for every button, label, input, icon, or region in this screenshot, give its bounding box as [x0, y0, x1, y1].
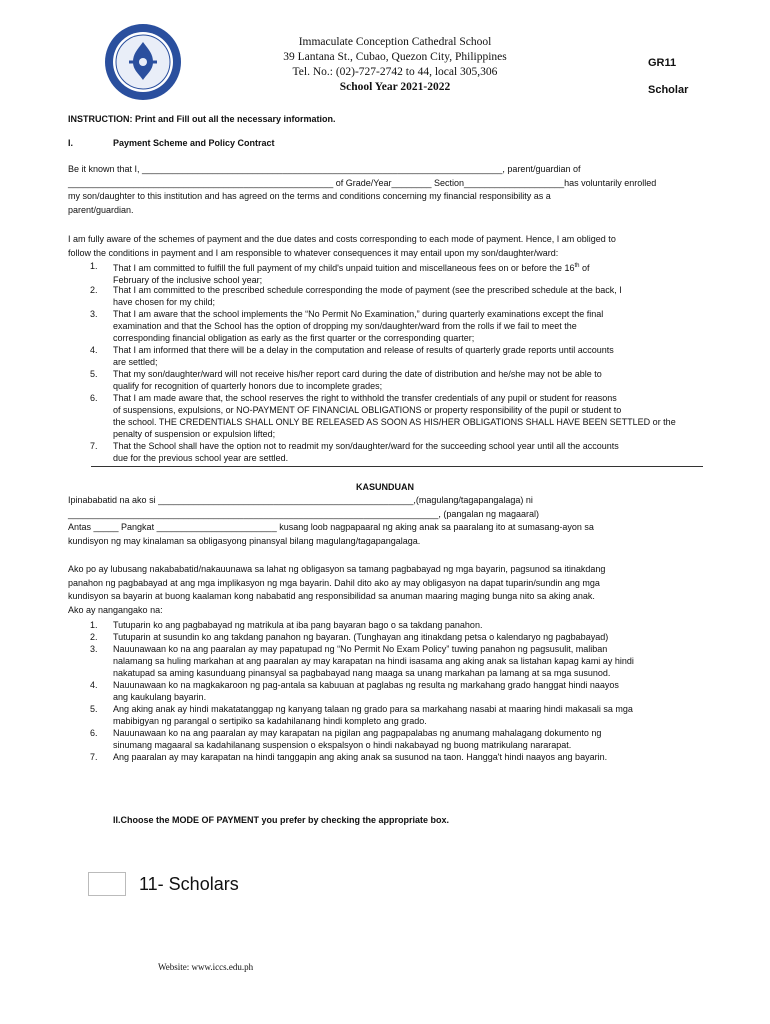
website-footer: Website: www.iccs.edu.ph [158, 962, 254, 972]
list-number: 3. [90, 309, 98, 319]
list-text: nalamang sa huling markahan at ang paaralan ay may karapatan na hindi isasama ang aking anak sa listahan kapag kami ay hindi [113, 656, 634, 666]
list-item [68, 392, 704, 440]
list-text: due for the previous school year are settled. [113, 453, 289, 463]
list-number: 1. [90, 620, 98, 630]
list-text: qualify for recognition of quarterly honors due to incomplete grades; [113, 381, 383, 391]
kasunduan-title: KASUNDUAN [356, 482, 414, 492]
list-text: ang kaukulang bayarin. [113, 692, 207, 702]
list-text: Tutuparin ko ang pagbabayad ng matrikula at iba pang bayaran bago o sa takdang panahon. [113, 620, 483, 630]
contract-paragraph-2 [68, 233, 704, 260]
list-text: of [579, 263, 590, 273]
scholars-option-label: 11- Scholars [139, 874, 239, 894]
list-number: 5. [90, 704, 98, 714]
kasunduan-paragraph-1 [68, 494, 704, 548]
paragraph-line: kundisyon sa bayarin at buong kaalaman kong nababatid ang responsibilidad sa anuman maaring maging bunga nito sa aking anak. [68, 591, 595, 601]
list-text: examination and that the School has the option of dropping my son/daughter/ward from the rolls if we fail to meet the [113, 321, 577, 331]
list-text: Nauunawaan ko na ang paaralan ay may papatupad ng “No Permit No Exam Policy” tuwing panahon ng pagsusulit, maliban [113, 644, 608, 654]
section-1-title: Payment Scheme and Policy Contract [113, 138, 275, 148]
list-text: That I am informed that there will be a delay in the computation and release of results of quarterly grade reports until accounts [113, 345, 614, 355]
list-number: 3. [90, 644, 98, 654]
paragraph-line: I am fully aware of the schemes of payment and the due dates and costs corresponding to each mode of payment. Hence, I am obliged to [68, 234, 616, 244]
list-number: 4. [90, 680, 98, 690]
list-number: 7. [90, 752, 98, 762]
list-item [68, 344, 704, 368]
list-text: Ang paaralan ay may karapatan na hindi tanggapin ang aking anak sa susunod na taon. Hangga't hindi naayos ang bayarin. [113, 752, 608, 762]
kasunduan-paragraph-2 [68, 563, 704, 617]
category-label: Scholar [648, 84, 689, 96]
paragraph-line: parent/guardian. [68, 204, 134, 215]
paragraph-line: Ako ay nangangako na: [68, 604, 163, 615]
school-seal-logo [103, 22, 183, 102]
list-item [68, 368, 704, 392]
school-name: Immaculate Conception Cathedral School [298, 36, 492, 48]
list-number: 6. [90, 393, 98, 403]
list-text: That I am committed to the prescribed schedule corresponding the mode of payment (see the prescribed schedule at the back, I [113, 285, 622, 295]
list-item [68, 308, 704, 344]
paragraph-line[interactable]: __________________________________________________________________________, (pangalan ng magaaral) [68, 508, 539, 519]
list-item [68, 679, 704, 703]
list-text: have chosen for my child; [113, 297, 216, 307]
paragraph-line[interactable]: Antas _____ Pangkat ________________________ kusang loob nagpapaaral ng aking anak sa paaralang ito at sumasang-ayon sa [68, 522, 594, 532]
list-text: February of the inclusive school year; [113, 275, 263, 285]
section-1-number: I. [68, 138, 74, 148]
list-text: nakatupad sa aming kasunduang pinansyal sa pagbabayad nang maaga sa unang markahan pa lamang at sa mga susunod. [113, 668, 611, 678]
list-item [68, 643, 704, 679]
list-item [68, 284, 704, 308]
list-text: are settled; [113, 357, 158, 367]
scholars-checkbox[interactable] [88, 872, 126, 896]
section-2-instruction: II.Choose the MODE OF PAYMENT you prefer by checking the appropriate box. [113, 815, 450, 825]
grade-label: GR11 [648, 57, 677, 69]
paragraph-line: kundisyon ng may kinalaman sa obligasyong pinansyal bilang magulang/tagapangalaga. [68, 535, 421, 546]
paragraph-line[interactable]: Be it known that I, ________________________________________________________________________, parent/guardian of [68, 164, 581, 174]
list-text: Nauunawaan ko na ang paaralan ay may karapatan na pigilan ang pagpapalabas ng anumang mahalagang dokumento ng [113, 728, 602, 738]
list-text: That I am aware that the school implements the “No Permit No Examination,” during quarterly examinations except the final [113, 309, 604, 319]
list-item [68, 727, 704, 751]
list-number: 7. [90, 441, 98, 451]
list-item [68, 440, 704, 464]
school-year: School Year 2021-2022 [339, 81, 451, 93]
paragraph-line: follow the conditions in payment and I am responsible to whatever consequences it may entail upon my son/daughter/ward: [68, 247, 559, 258]
list-text: of suspensions, expulsions, or NO-PAYMENT OF FINANCIAL OBLIGATIONS or property responsibility of the pupil or student to [113, 405, 622, 415]
list-number: 2. [90, 285, 98, 295]
list-number: 6. [90, 728, 98, 738]
list-number: 5. [90, 369, 98, 379]
paragraph-line: my son/daughter to this institution and has agreed on the terms and conditions concerning my financial responsibility as a [68, 191, 551, 201]
instruction: INSTRUCTION: Print and Fill out all the necessary information. [68, 114, 336, 124]
paragraph-line: panahon ng pagbabayad at ang mga implikasyon ng mga bayarin. Dahil dito ako ay may obligasyon na dapat tuparin/sundin ang mga [68, 577, 600, 588]
list-text: That I am made aware that, the school reserves the right to withhold the transfer credentials of any pupil or student for reasons [113, 393, 617, 403]
list-text: That the School shall have the option not to readmit my son/daughter/ward for the succeeding school year until all the accounts [113, 441, 619, 451]
list-number: 4. [90, 345, 98, 355]
section-divider [91, 466, 703, 467]
list-item [68, 703, 704, 727]
school-telephone: Tel. No.: (02)-727-2742 to 44, local 305,306 [292, 66, 498, 78]
paragraph-line: Ako po ay lubusang nakababatid/nakauunawa sa lahat ng obligasyon sa tamang pagbabayad ng mga bayarin, pagsunod sa itinakdang [68, 564, 606, 574]
list-text: sinumang magaaral sa kadahilanang suspension o ekspalsyon o hindi nakabayad ng buong matrikulang nararapat. [113, 740, 572, 750]
superscript: th [574, 263, 580, 269]
list-text: Ang aking anak ay hindi makatatanggap ng kanyang talaan ng grado para sa markahang nasabi at maaring hindi makasali sa mga [113, 704, 633, 714]
list-text: the school. THE CREDENTIALS SHALL ONLY BE RELEASED AS SOON AS HIS/HER OBLIGATIONS SHALL HAVE BEEN SETTLED or the [113, 417, 676, 427]
list-text: penalty of suspension or expulsion lifted; [113, 429, 276, 439]
paragraph-line[interactable]: Ipinababatid na ako si ___________________________________________________,(magulang/tagapangalaga) ni [68, 495, 533, 505]
list-item [68, 260, 704, 286]
list-item [68, 619, 704, 631]
list-number: 2. [90, 632, 98, 642]
list-number: 1. [90, 261, 98, 271]
school-address: 39 Lantana St., Cubao, Quezon City, Philippines [283, 51, 507, 63]
list-text: corresponding financial obligation as early as the first quarter or the corresponding quarter; [113, 333, 475, 343]
list-item [68, 751, 704, 763]
paragraph-line[interactable]: _____________________________________________________ of Grade/Year________ Section____________________has voluntarily enrolled [68, 177, 657, 188]
list-text: mabibigyan ng parangal o sertipiko sa kadahilanang hindi kompleto ang grado. [113, 716, 427, 726]
contract-paragraph-1 [68, 163, 704, 217]
list-text: Nauunawaan ko na magkakaroon ng pag-antala sa kabuuan at paglabas ng resulta ng markahang grado hanggat hindi naayos [113, 680, 619, 690]
list-text: Tutuparin at susundin ko ang takdang panahon ng bayaran. (Tunghayan ang itinakdang petsa o kalendaryo ng pagbabayad) [113, 632, 609, 642]
list-text: That I am committed to fulfill the full payment of my child's unpaid tuition and miscellaneous fees on or before the 16 [113, 263, 575, 273]
list-text: That my son/daughter/ward will not receive his/her report card during the date of distribution and he/she may not be able to [113, 369, 602, 379]
list-item [68, 631, 704, 643]
